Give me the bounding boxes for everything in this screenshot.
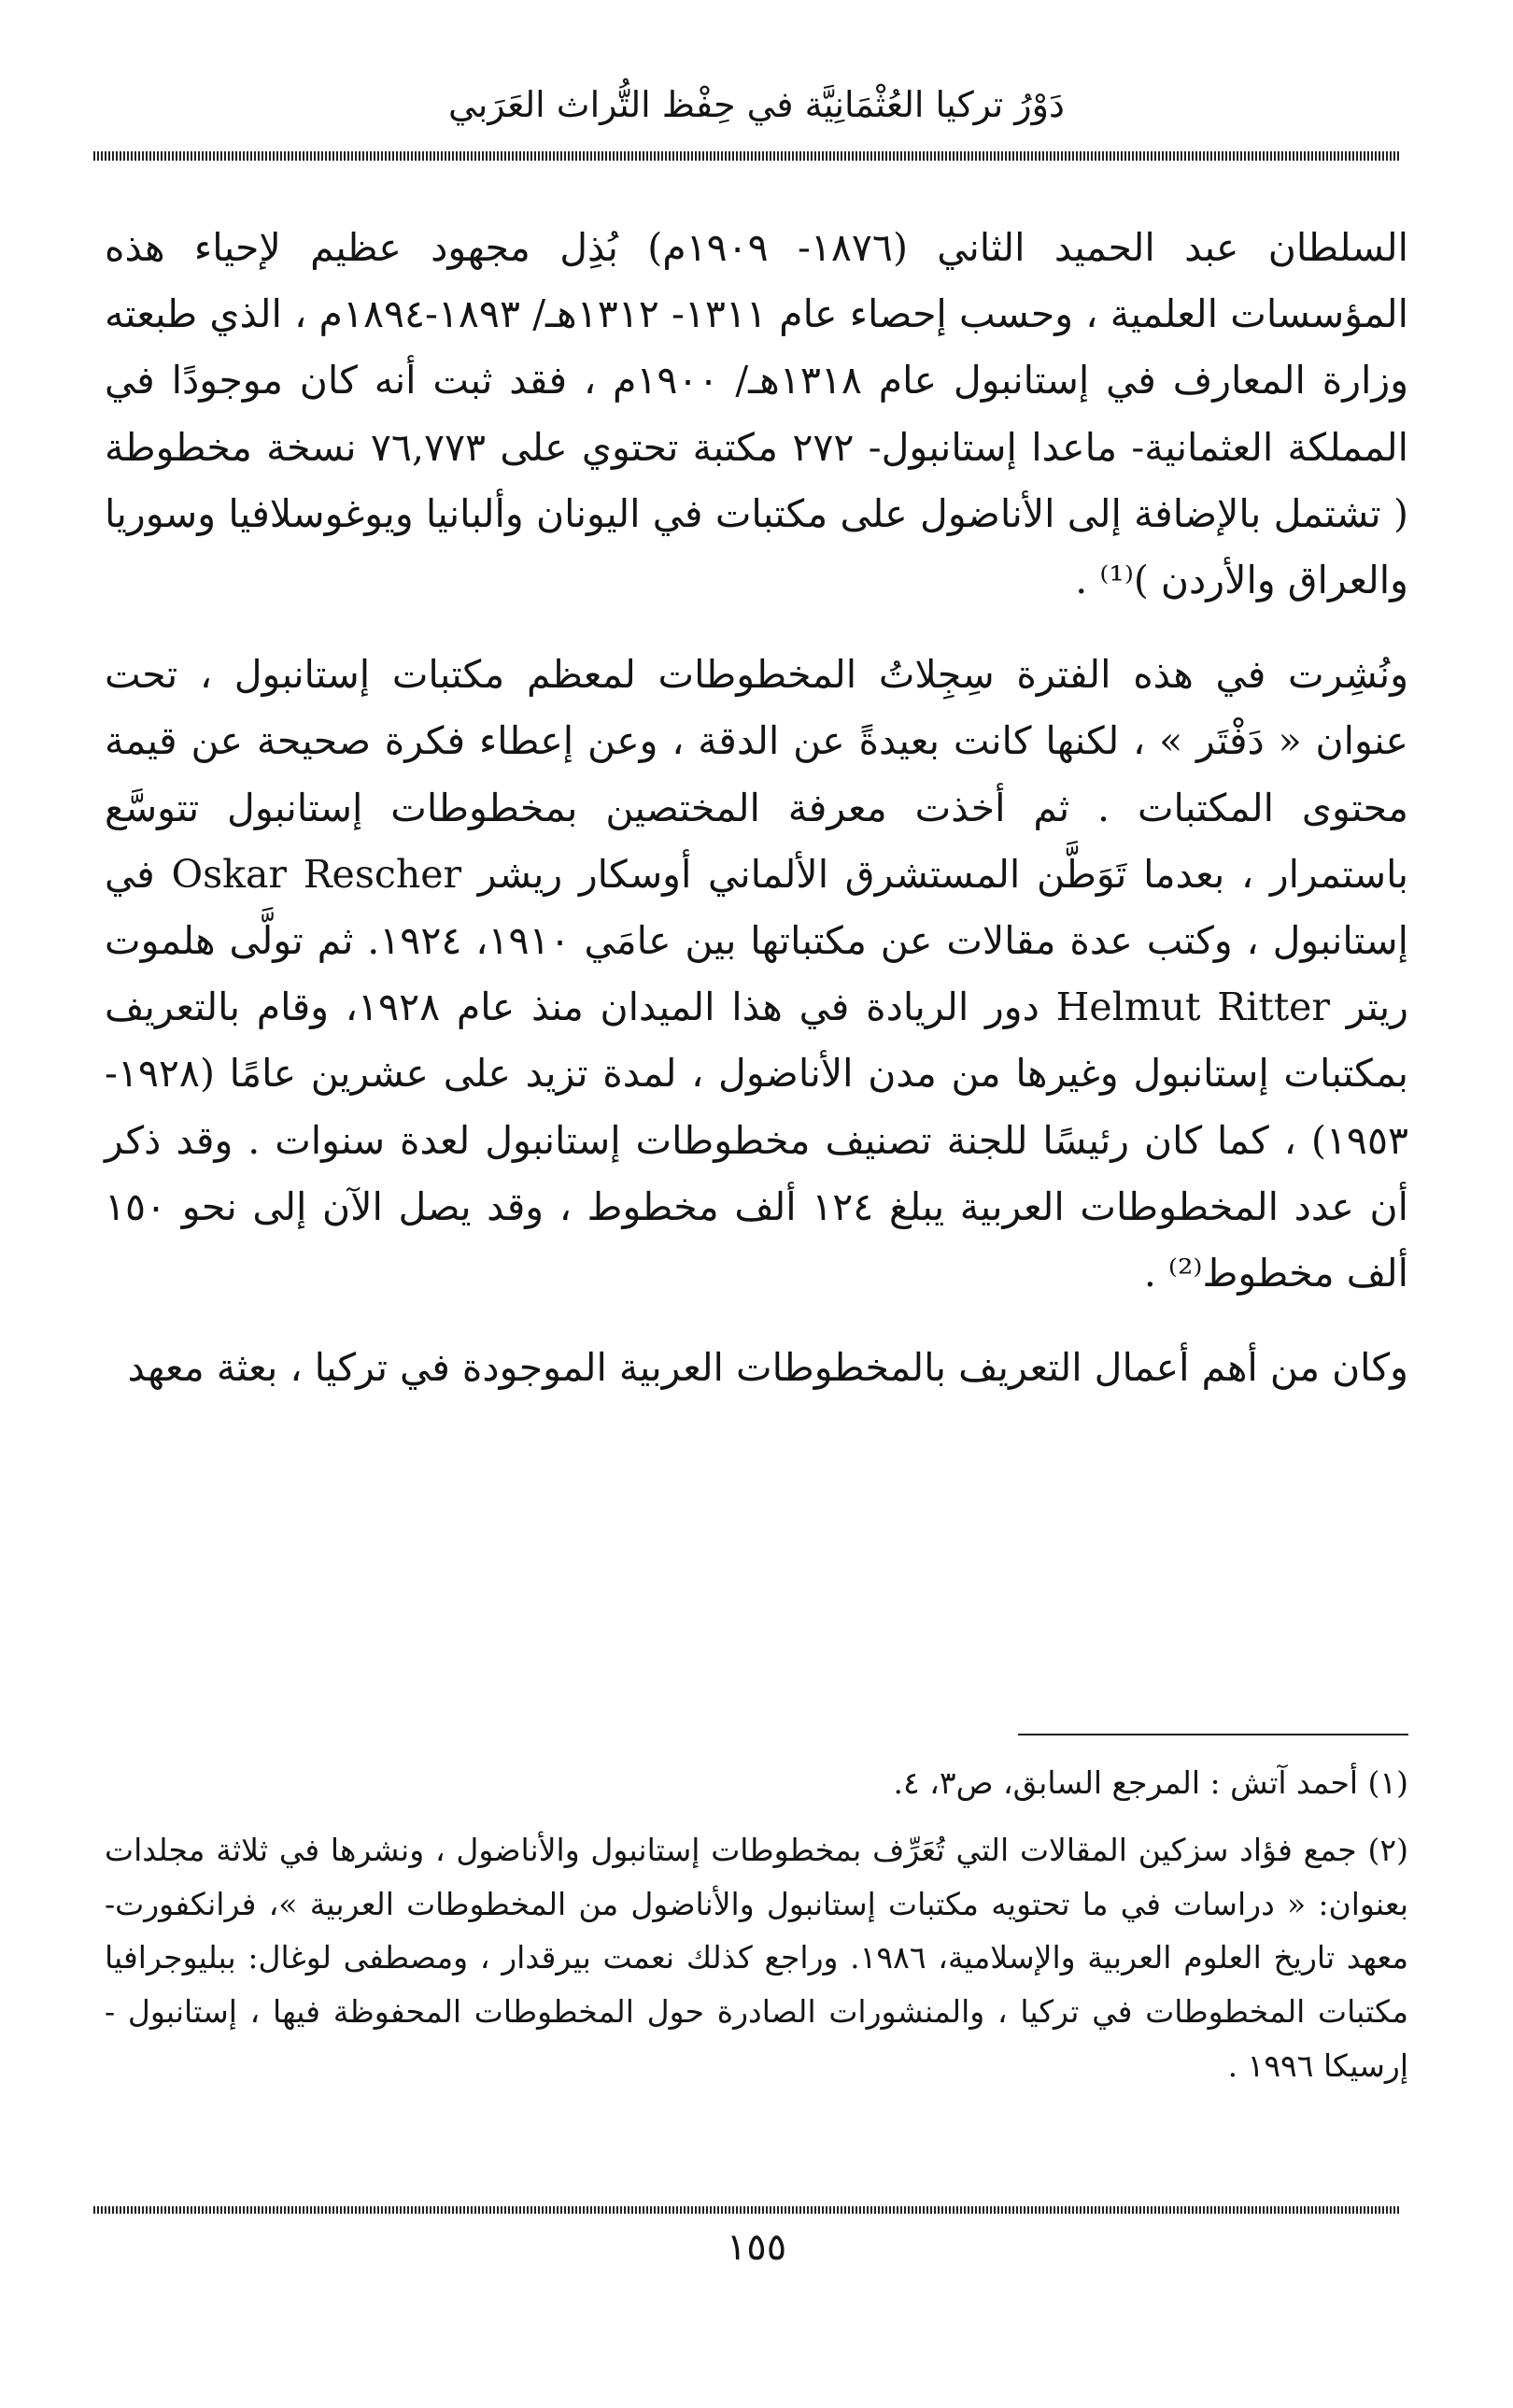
footnote-1: (١) أحمد آتش : المرجع السابق، ص٣، ٤.	[893, 1764, 1408, 1801]
page-number: ١٥٥	[726, 2226, 787, 2269]
running-header-title: دَوْرُ تركيا العُثْمَانِيَّة في حِفْظ التُّراث العَرَبي	[448, 84, 1065, 125]
footnote-separator	[1018, 1734, 1408, 1735]
paragraph-1: السلطان عبد الحميد الثاني (١٨٧٦- ١٩٠٩م) بُذِل مجهود عظيم لإحياء هذه المؤسسات العلمية ، وحسب إحصاء عام ١٣١١- ١٣١٢هـ/ ١٨٩٣-١٨٩٤م ، الذي طبعته وزارة المعارف في إستانبول عام ١٣١٨هـ/ ١٩٠٠م ، فقد ثبت أنه كان موجودًا في المملكة العثمانية- ماعدا إستانبول- ٢٧٢ مكتبة تحتوي على ٧٦,٧٧٣ نسخة مخطوطة ( تشتمل بالإضافة إلى الأناضول على مكتبات في اليونان وألبانيا ويوغوسلافيا وسوريا والعراق والأردن )⁽¹⁾ .	[105, 225, 1409, 603]
footnotes	[105, 1756, 1408, 2093]
main-text	[105, 215, 1408, 1401]
header-dotted-rule	[93, 151, 1401, 161]
footnote-2: (٢) جمع فؤاد سزكين المقالات التي تُعَرِّف بمخطوطات إستانبول والأناضول ، ونشرها في ثلاثة مجلدات بعنوان: « دراسات في ما تحتويه مكتبات إستانبول والأناضول من المخطوطات العربية »، فرانكفورت- معهد تاريخ العلوم العربية والإسلامية، ١٩٨٦. وراجع كذلك نعمت بيرقدار ، ومصطفى لوغال: ببليوجرافيا مكتبات المخطوطات في تركيا ، والمنشورات الصادرة حول المخطوطات المحفوظة فيها ، إستانبول - إرسيكا ١٩٩٦ .	[105, 1831, 1408, 2084]
paragraph-3: وكان من أهم أعمال التعريف بالمخطوطات العربية الموجودة في تركيا ، بعثة معهد	[127, 1345, 1408, 1391]
footer-dotted-rule	[93, 2206, 1401, 2214]
paragraph-2: ونُشِرت في هذه الفترة سِجِلاتُ المخطوطات لمعظم مكتبات إستانبول ، تحت عنوان « دَفْتَر » ، لكنها كانت بعيدةً عن الدقة ، وعن إعطاء فكرة صحيحة عن قيمة محتوى المكتبات . ثم أخذت معرفة المختصين بمخطوطات إستانبول تتوسَّع باستمرار ، بعدما تَوَطَّن المستشرق الألماني أوسكار ريشر Oskar Rescher في إستانبول ، وكتب عدة مقالات عن مكتباتها بين عامَي ١٩١٠، ١٩٢٤. ثم تولَّى هلموت ريتر Helmut Ritter دور الريادة في هذا الميدان منذ عام ١٩٢٨، وقام بالتعريف بمكتبات إستانبول وغيرها من مدن الأناضول ، لمدة تزيد على عشرين عامًا (١٩٢٨- ١٩٥٣) ، كما كان رئيسًا للجنة تصنيف مخطوطات إستانبول لعدة سنوات . وقد ذكر أن عدد المخطوطات العربية يبلغ ١٢٤ ألف مخطوط ، وقد يصل الآن إلى نحو ١٥٠ ألف مخطوط⁽²⁾ .	[105, 652, 1409, 1296]
